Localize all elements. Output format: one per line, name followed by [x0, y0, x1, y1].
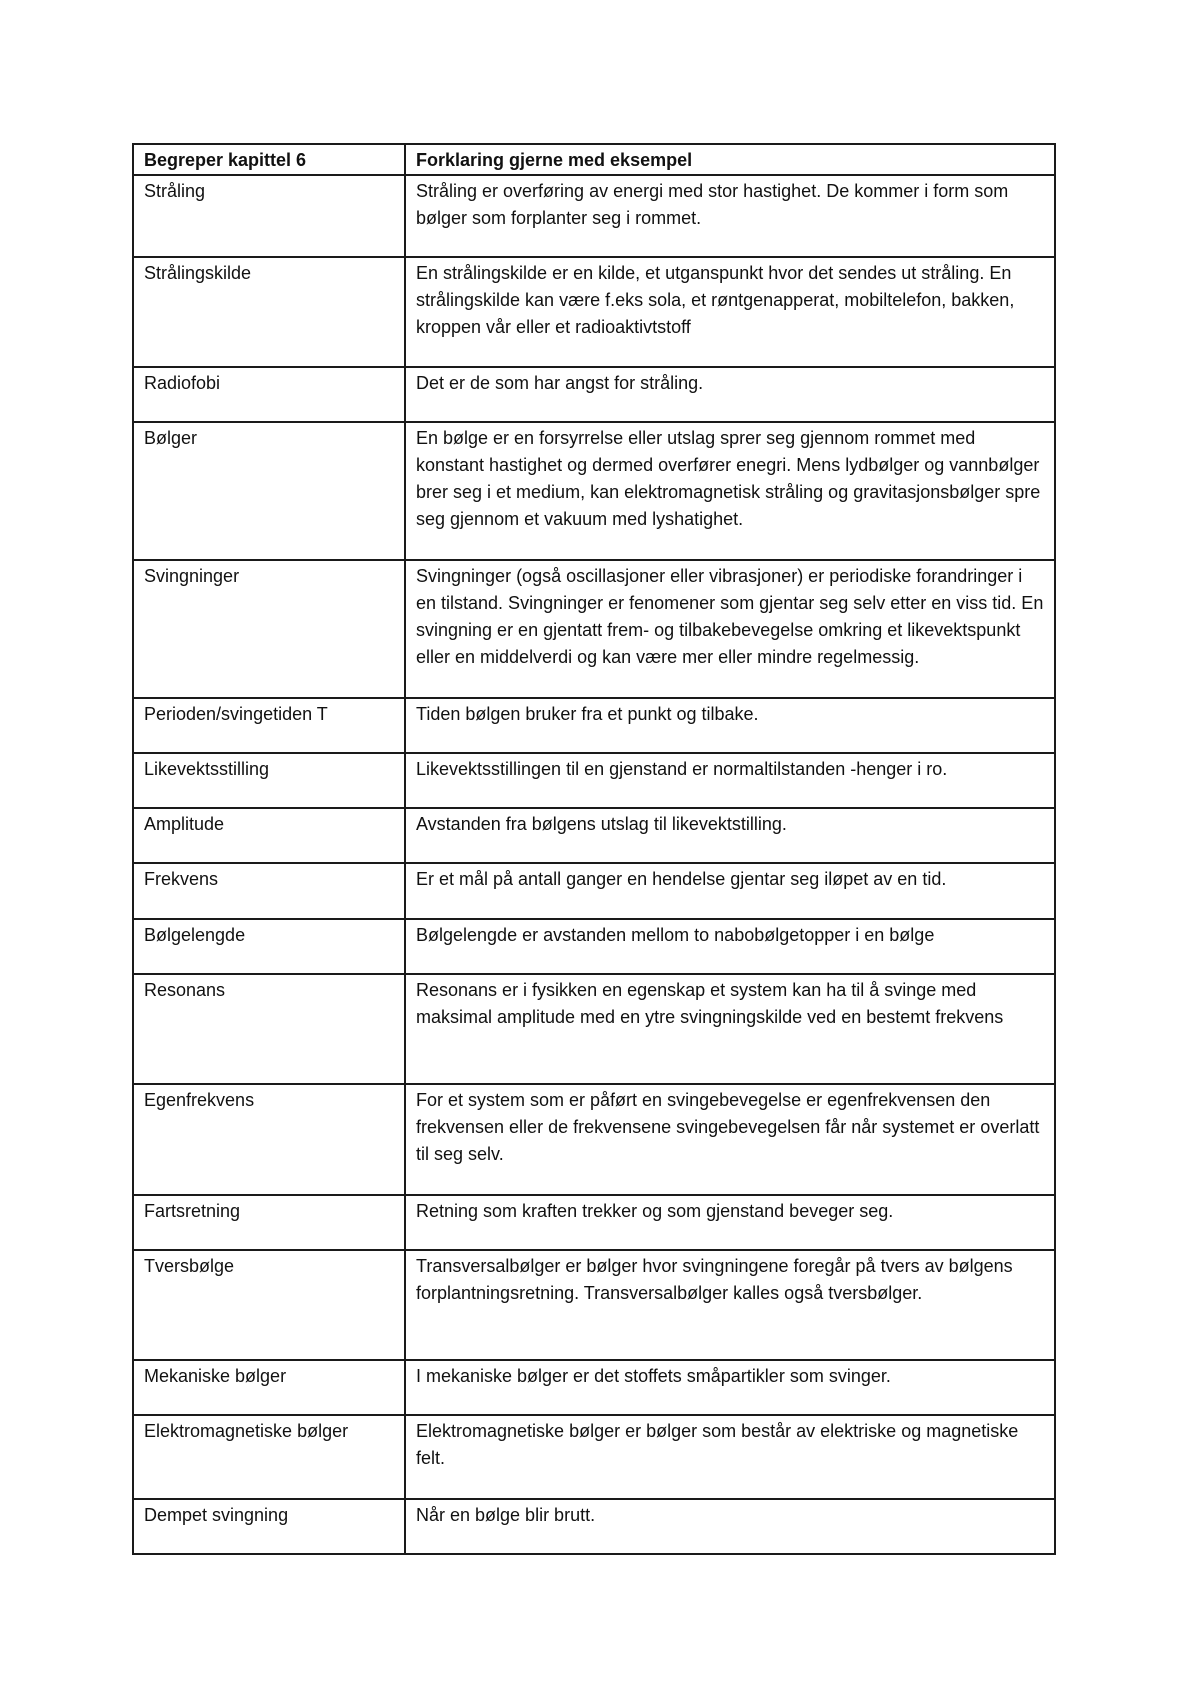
term-cell: Amplitude: [133, 808, 405, 863]
table-row: [133, 257, 1055, 367]
concepts-table: [132, 143, 1056, 1555]
explanation-cell: Transversalbølger er bølger hvor svingningene foregår på tvers av bølgens forplantningsretning. Transversalbølger kalles også tversbølger.: [405, 1250, 1055, 1360]
table-row: [133, 175, 1055, 257]
table-row: [133, 753, 1055, 808]
header-explanation: Forklaring gjerne med eksempel: [405, 144, 1055, 175]
explanation-cell: Det er de som har angst for stråling.: [405, 367, 1055, 422]
explanation-cell: Tiden bølgen bruker fra et punkt og tilbake.: [405, 698, 1055, 753]
table-row: [133, 698, 1055, 753]
explanation-cell: Stråling er overføring av energi med stor hastighet. De kommer i form som bølger som forplanter seg i rommet.: [405, 175, 1055, 257]
explanation-cell: Når en bølge blir brutt.: [405, 1499, 1055, 1554]
term-cell: Mekaniske bølger: [133, 1360, 405, 1415]
term-cell: Fartsretning: [133, 1195, 405, 1250]
table-row: [133, 974, 1055, 1084]
table-row: [133, 808, 1055, 863]
table-row: [133, 367, 1055, 422]
header-term: Begreper kapittel 6: [133, 144, 405, 175]
explanation-cell: Retning som kraften trekker og som gjenstand beveger seg.: [405, 1195, 1055, 1250]
term-cell: Stråling: [133, 175, 405, 257]
term-cell: Bølger: [133, 422, 405, 560]
explanation-cell: Er et mål på antall ganger en hendelse gjentar seg iløpet av en tid.: [405, 863, 1055, 919]
term-cell: Elektromagnetiske bølger: [133, 1415, 405, 1499]
term-cell: Egenfrekvens: [133, 1084, 405, 1195]
table-row: [133, 1084, 1055, 1195]
explanation-cell: I mekaniske bølger er det stoffets småpartikler som svinger.: [405, 1360, 1055, 1415]
term-cell: Dempet svingning: [133, 1499, 405, 1554]
term-cell: Resonans: [133, 974, 405, 1084]
term-cell: Svingninger: [133, 560, 405, 698]
explanation-cell: Elektromagnetiske bølger er bølger som består av elektriske og magnetiske felt.: [405, 1415, 1055, 1499]
explanation-cell: En bølge er en forsyrrelse eller utslag sprer seg gjennom rommet med konstant hastighet og dermed overfører enegri. Mens lydbølger og vannbølger brer seg i et medium, kan elektromagnetisk stråling og gravitasjonsbølger spre seg gjennom et vakuum med lyshatighet.: [405, 422, 1055, 560]
table-row: [133, 422, 1055, 560]
term-cell: Likevektsstilling: [133, 753, 405, 808]
term-cell: Strålingskilde: [133, 257, 405, 367]
table-row: [133, 1195, 1055, 1250]
explanation-cell: Resonans er i fysikken en egenskap et system kan ha til å svinge med maksimal amplitude med en ytre svingningskilde ved en bestemt frekvens: [405, 974, 1055, 1084]
table-row: [133, 1499, 1055, 1554]
explanation-cell: Likevektsstillingen til en gjenstand er normaltilstanden -henger i ro.: [405, 753, 1055, 808]
table-header-row: [133, 144, 1055, 175]
explanation-cell: For et system som er påført en svingebevegelse er egenfrekvensen den frekvensen eller de frekvensene svingebevegelsen får når systemet er overlatt til seg selv.: [405, 1084, 1055, 1195]
explanation-cell: Bølgelengde er avstanden mellom to nabobølgetopper i en bølge: [405, 919, 1055, 974]
table-row: [133, 1360, 1055, 1415]
term-cell: Bølgelengde: [133, 919, 405, 974]
explanation-cell: En strålingskilde er en kilde, et utganspunkt hvor det sendes ut stråling. En strålingskilde kan være f.eks sola, et røntgenapperat, mobiltelefon, bakken, kroppen vår eller et radioaktivtstoff: [405, 257, 1055, 367]
explanation-cell: Svingninger (også oscillasjoner eller vibrasjoner) er periodiske forandringer i en tilstand. Svingninger er fenomener som gjentar seg selv etter en viss tid. En svingning er en gjentatt frem- og tilbakebevegelse omkring et likevektspunkt eller en middelverdi og kan være mer eller mindre regelmessig.: [405, 560, 1055, 698]
table-row: [133, 863, 1055, 919]
term-cell: Tversbølge: [133, 1250, 405, 1360]
explanation-cell: Avstanden fra bølgens utslag til likevektstilling.: [405, 808, 1055, 863]
term-cell: Perioden/svingetiden T: [133, 698, 405, 753]
term-cell: Radiofobi: [133, 367, 405, 422]
term-cell: Frekvens: [133, 863, 405, 919]
table-row: [133, 560, 1055, 698]
table-row: [133, 919, 1055, 974]
table-row: [133, 1415, 1055, 1499]
table-row: [133, 1250, 1055, 1360]
